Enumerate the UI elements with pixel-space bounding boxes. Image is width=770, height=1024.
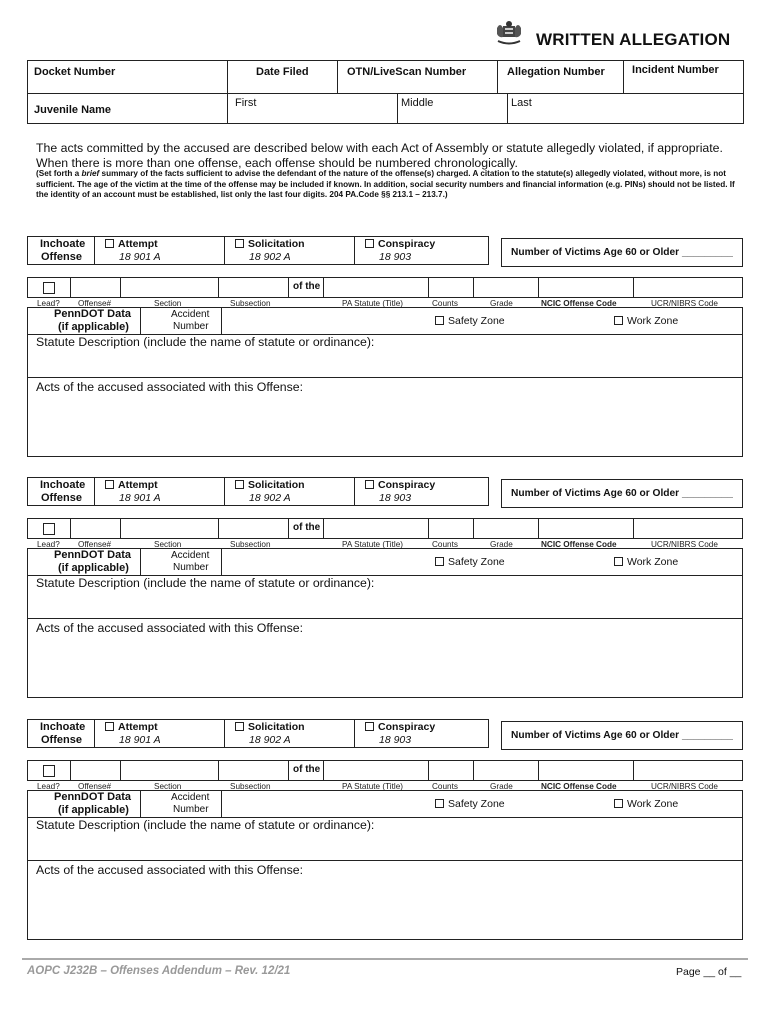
of-the-label: of the — [293, 522, 321, 533]
safety-zone-checkbox-icon[interactable] — [435, 799, 444, 808]
penndot-row — [27, 307, 743, 335]
accident-label: Accident — [171, 550, 210, 561]
conspiracy-code: 18 903 — [379, 251, 412, 263]
penndot-sublabel: (if applicable) — [58, 562, 129, 574]
solicitation-checkbox[interactable]: Solicitation — [235, 479, 305, 491]
allegation-number-field[interactable]: Allegation Number — [498, 61, 624, 94]
safety-zone-checkbox-icon[interactable] — [435, 316, 444, 325]
pa-statute-input[interactable] — [324, 278, 427, 297]
date-filed-field[interactable]: Date Filed — [228, 61, 338, 94]
section-input[interactable] — [121, 519, 217, 538]
work-zone-checkbox-icon[interactable] — [614, 799, 623, 808]
work-zone-checkbox-icon[interactable] — [614, 316, 623, 325]
work-zone-checkbox[interactable]: Work Zone — [614, 798, 678, 810]
pa-statute-input[interactable] — [324, 519, 427, 538]
accident-sublabel: Number — [173, 562, 209, 573]
inchoate-label: Inchoate — [40, 721, 86, 733]
ncic-code-input[interactable] — [539, 519, 632, 538]
page-number: Page __ of __ — [676, 966, 742, 978]
solicitation-code: 18 902 A — [249, 492, 291, 504]
offense-number-input[interactable] — [71, 761, 119, 780]
conspiracy-checkbox-icon[interactable] — [365, 722, 374, 731]
victims-60-field[interactable]: Number of Victims Age 60 or Older _________ — [501, 238, 743, 267]
offense-label: Offense — [41, 734, 82, 746]
acts-of-accused-field[interactable]: Acts of the accused associated with this Offense: — [27, 618, 743, 698]
work-zone-checkbox-icon[interactable] — [614, 557, 623, 566]
victims-60-field[interactable]: Number of Victims Age 60 or Older _________ — [501, 479, 743, 508]
solicitation-checkbox-icon[interactable] — [235, 480, 244, 489]
solicitation-checkbox[interactable]: Solicitation — [235, 238, 305, 250]
solicitation-code: 18 902 A — [249, 251, 291, 263]
penndot-sublabel: (if applicable) — [58, 321, 129, 333]
statute-description-field[interactable]: Statute Description (include the name of statute or ordinance): — [27, 817, 743, 861]
safety-zone-checkbox[interactable]: Safety Zone — [435, 798, 505, 810]
inchoate-label: Inchoate — [40, 238, 86, 250]
conspiracy-code: 18 903 — [379, 492, 412, 504]
penndot-label: PennDOT Data — [54, 791, 132, 803]
accident-sublabel: Number — [173, 804, 209, 815]
offense-label: Offense — [41, 251, 82, 263]
safety-zone-checkbox[interactable]: Safety Zone — [435, 315, 505, 327]
accident-label: Accident — [171, 309, 210, 320]
lead-checkbox[interactable] — [43, 282, 55, 294]
counts-input[interactable] — [429, 519, 472, 538]
conspiracy-checkbox-icon[interactable] — [365, 480, 374, 489]
subsection-input[interactable] — [219, 278, 287, 297]
attempt-code: 18 901 A — [119, 734, 161, 746]
ucr-nibrs-input[interactable] — [634, 761, 743, 780]
section-input[interactable] — [121, 278, 217, 297]
ucr-nibrs-input[interactable] — [634, 278, 743, 297]
conspiracy-checkbox[interactable]: Conspiracy — [365, 721, 435, 733]
middle-name-field[interactable]: Middle — [398, 94, 508, 124]
attempt-checkbox[interactable]: Attempt — [105, 479, 158, 491]
of-the-label: of the — [293, 281, 321, 292]
footer-divider — [22, 958, 748, 960]
form-identifier: AOPC J232B – Offenses Addendum – Rev. 12/21 — [27, 965, 291, 977]
solicitation-code: 18 902 A — [249, 734, 291, 746]
attempt-checkbox[interactable]: Attempt — [105, 721, 158, 733]
acts-of-accused-field[interactable]: Acts of the accused associated with this Offense: — [27, 377, 743, 457]
inchoate-row — [27, 477, 489, 506]
instructions-note: (Set forth a brief summary of the facts sufficient to advise the defendant of the nature of the offense(s) charged. A citation to the statute(s) allegedly violated, without more, is not sufficient. The age of the victim at the time of the offense may be included if known. In addition, social security numbers and financial information (e.g. PINs) should not be listed. If the identity of an account must be established, list only the last four digits. 204 PA.Code §§ 213.1 – 213.7.) — [36, 169, 735, 200]
grade-input[interactable] — [474, 278, 537, 297]
inchoate-label: Inchoate — [40, 479, 86, 491]
lead-checkbox[interactable] — [43, 523, 55, 535]
docket-number-field[interactable]: Docket Number — [28, 61, 228, 94]
juvenile-name-label: Juvenile Name — [28, 94, 228, 124]
attempt-checkbox-icon[interactable] — [105, 480, 114, 489]
last-name-field[interactable]: Last — [508, 94, 744, 124]
penndot-label: PennDOT Data — [54, 308, 132, 320]
counts-input[interactable] — [429, 761, 472, 780]
solicitation-checkbox-icon[interactable] — [235, 722, 244, 731]
lead-checkbox[interactable] — [43, 765, 55, 777]
inchoate-row — [27, 236, 489, 265]
work-zone-checkbox[interactable]: Work Zone — [614, 315, 678, 327]
ucr-nibrs-input[interactable] — [634, 519, 743, 538]
of-the-label: of the — [293, 764, 321, 775]
work-zone-checkbox[interactable]: Work Zone — [614, 556, 678, 568]
section-input[interactable] — [121, 761, 217, 780]
statute-input-row — [27, 518, 743, 539]
victims-60-field[interactable]: Number of Victims Age 60 or Older _________ — [501, 721, 743, 750]
offense-label: Offense — [41, 492, 82, 504]
solicitation-checkbox[interactable]: Solicitation — [235, 721, 305, 733]
attempt-checkbox[interactable]: Attempt — [105, 238, 158, 250]
statute-input-row — [27, 277, 743, 298]
attempt-checkbox-icon[interactable] — [105, 722, 114, 731]
conspiracy-checkbox[interactable]: Conspiracy — [365, 238, 435, 250]
first-name-field[interactable]: First — [228, 94, 398, 124]
offense-number-input[interactable] — [71, 278, 119, 297]
counts-input[interactable] — [429, 278, 472, 297]
penndot-row — [27, 790, 743, 818]
statute-input-row — [27, 760, 743, 781]
case-header-table — [27, 60, 744, 124]
accident-label: Accident — [171, 792, 210, 803]
safety-zone-checkbox-icon[interactable] — [435, 557, 444, 566]
statute-description-field[interactable]: Statute Description (include the name of statute or ordinance): — [27, 334, 743, 378]
conspiracy-checkbox[interactable]: Conspiracy — [365, 479, 435, 491]
otn-livescan-field[interactable]: OTN/LiveScan Number — [338, 61, 498, 94]
ncic-code-input[interactable] — [539, 278, 632, 297]
inchoate-row — [27, 719, 489, 748]
accident-sublabel: Number — [173, 321, 209, 332]
solicitation-checkbox-icon[interactable] — [235, 239, 244, 248]
ncic-code-input[interactable] — [539, 761, 632, 780]
penndot-row — [27, 548, 743, 576]
incident-number-field[interactable]: Incident Number — [624, 61, 744, 94]
acts-of-accused-field[interactable]: Acts of the accused associated with this Offense: — [27, 860, 743, 940]
form-title: WRITTEN ALLEGATION — [536, 30, 731, 49]
grade-input[interactable] — [474, 519, 537, 538]
intro-text: The acts committed by the accused are described below with each Act of Assembly or statute allegedly violated, if appropriate. When there is more than one offense, each offense should be numbered chronologically. — [36, 141, 723, 170]
safety-zone-checkbox[interactable]: Safety Zone — [435, 556, 505, 568]
conspiracy-checkbox-icon[interactable] — [365, 239, 374, 248]
attempt-code: 18 901 A — [119, 251, 161, 263]
grade-input[interactable] — [474, 761, 537, 780]
statute-description-field[interactable]: Statute Description (include the name of statute or ordinance): — [27, 575, 743, 619]
pa-statute-input[interactable] — [324, 761, 427, 780]
conspiracy-code: 18 903 — [379, 734, 412, 746]
penndot-label: PennDOT Data — [54, 549, 132, 561]
attempt-checkbox-icon[interactable] — [105, 239, 114, 248]
attempt-code: 18 901 A — [119, 492, 161, 504]
pennsylvania-seal-icon — [494, 20, 524, 46]
subsection-input[interactable] — [219, 761, 287, 780]
penndot-sublabel: (if applicable) — [58, 804, 129, 816]
offense-number-input[interactable] — [71, 519, 119, 538]
subsection-input[interactable] — [219, 519, 287, 538]
